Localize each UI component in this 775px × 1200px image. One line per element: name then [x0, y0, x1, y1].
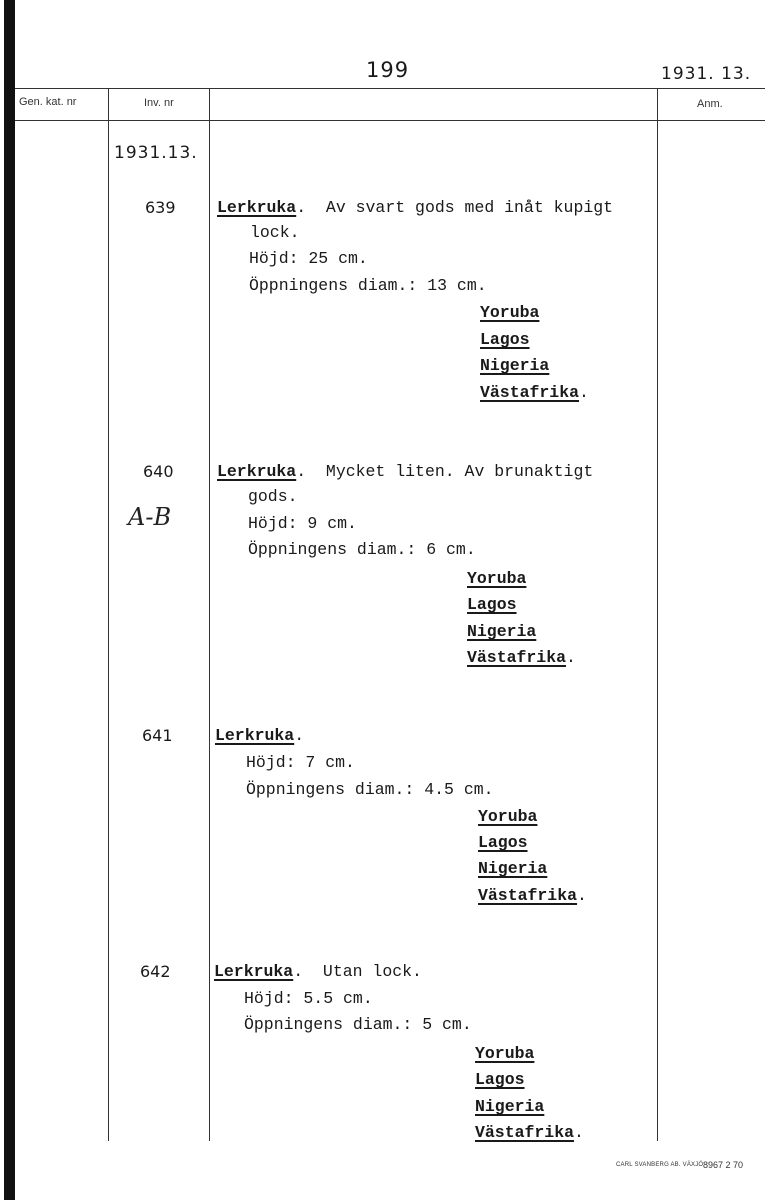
year-label: 1931.13. — [114, 143, 198, 163]
column-divider-gen — [108, 88, 109, 1141]
entry-city: Lagos — [475, 1070, 525, 1089]
handwritten-note: A-B — [128, 503, 172, 531]
entry-region: Västafrika. — [475, 1123, 584, 1142]
inventory-number: 642 — [140, 962, 171, 981]
inventory-number: 639 — [145, 198, 176, 217]
entry-country: Nigeria — [478, 859, 548, 878]
inventory-number: 641 — [142, 726, 173, 745]
column-header-gen-kat-nr: Gen. kat. nr — [19, 96, 77, 108]
catalog-id: 1931. 13. — [661, 64, 752, 84]
entry-description: . — [294, 726, 305, 745]
entry-country: Nigeria — [475, 1097, 545, 1116]
entry-city: Lagos — [478, 833, 528, 852]
entry-height: Höjd: 9 cm. — [248, 514, 357, 533]
entry-height: Höjd: 7 cm. — [246, 753, 355, 772]
entry-title-line — [215, 728, 304, 745]
entry-country: Nigeria — [480, 356, 550, 375]
column-header-anm: Anm. — [697, 98, 723, 110]
entry-region: Västafrika. — [467, 648, 576, 667]
entry-people: Yoruba — [475, 1044, 535, 1063]
entry-description: . Utan lock. — [293, 962, 422, 981]
entry-height: Höjd: 25 cm. — [249, 249, 368, 268]
entry-title-line — [214, 964, 422, 981]
object-name: Lerkruka — [214, 962, 294, 981]
entry-opening-diameter: Öppningens diam.: 4.5 cm. — [246, 780, 494, 799]
entry-region: Västafrika. — [478, 886, 587, 905]
entry-opening-diameter: Öppningens diam.: 5 cm. — [244, 1015, 472, 1034]
entry-region: Västafrika. — [480, 383, 589, 402]
entry-city: Lagos — [480, 330, 530, 349]
object-name: Lerkruka — [217, 462, 297, 481]
entry-title-line — [217, 464, 593, 481]
column-header-inv-nr: Inv. nr — [144, 97, 174, 109]
header-rule-bottom — [15, 120, 765, 121]
header-rule-top — [15, 88, 765, 89]
inventory-number: 640 — [143, 462, 174, 481]
entry-height: Höjd: 5.5 cm. — [244, 989, 373, 1008]
entry-people: Yoruba — [480, 303, 540, 322]
object-name: Lerkruka — [217, 198, 297, 217]
entry-continuation: gods. — [248, 487, 298, 506]
entry-country: Nigeria — [467, 622, 537, 641]
entry-title-line — [217, 200, 613, 217]
printer-mark: CARL SVANBERG AB. VÄXJÖ — [616, 1162, 704, 1168]
object-name: Lerkruka — [215, 726, 295, 745]
page-edge-bar — [4, 0, 15, 1200]
entry-continuation: lock. — [250, 223, 300, 242]
column-divider-anm — [657, 88, 658, 1141]
entry-opening-diameter: Öppningens diam.: 13 cm. — [249, 276, 487, 295]
entry-people: Yoruba — [478, 807, 538, 826]
entry-description: . Mycket liten. Av brunaktigt — [296, 462, 594, 481]
entry-description: . Av svart gods med inåt kupigt — [296, 198, 614, 217]
printer-code: 8967 2 70 — [703, 1160, 744, 1170]
entry-people: Yoruba — [467, 569, 527, 588]
entry-city: Lagos — [467, 595, 517, 614]
page-number: 199 — [366, 58, 410, 82]
entry-opening-diameter: Öppningens diam.: 6 cm. — [248, 540, 476, 559]
column-divider-inv — [209, 88, 210, 1141]
